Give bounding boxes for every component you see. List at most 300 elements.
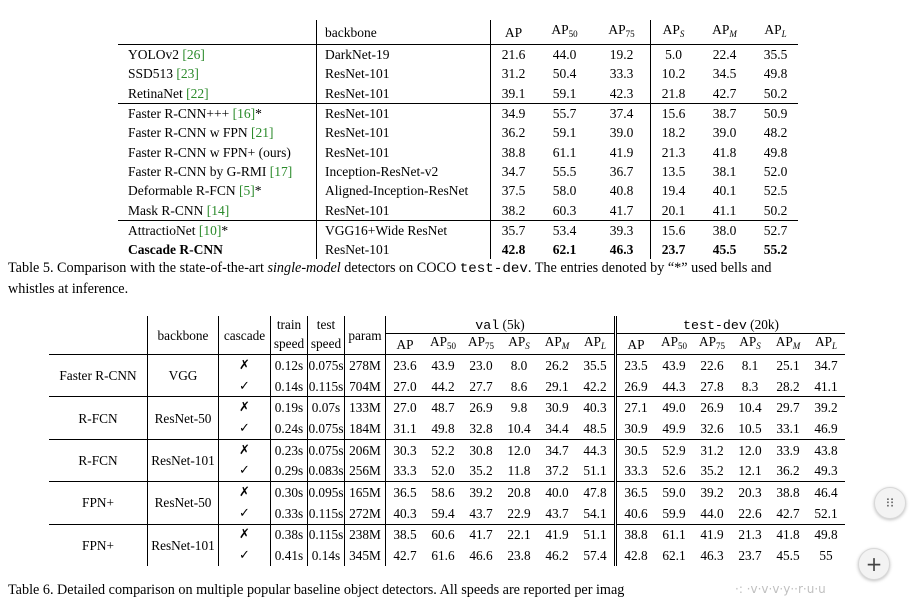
test-dev-metric-cell: 55 (819, 548, 833, 564)
val-metric-cell: 48.7 (424, 397, 462, 418)
table-row (118, 84, 798, 104)
metric-cell: 36.2 (491, 123, 537, 142)
backbone-cell: ResNet-101 (148, 524, 219, 566)
header-aps: $AP_S$ (651, 20, 697, 45)
test-dev-metric-cell: 34.7 (807, 355, 845, 376)
val-metric-cell: 32.8 (469, 420, 493, 436)
metric-cell: 62.1 (552, 242, 577, 258)
metric-cell: 41.7 (609, 202, 634, 218)
test-dev-metric-cell: 40.6 (616, 503, 656, 524)
table-row (118, 162, 798, 181)
header-test: test (308, 316, 345, 334)
metric-cell: 48.2 (763, 125, 788, 141)
td-apm: $AP_M$ (775, 334, 801, 351)
train-speed-cell: 0.30s (271, 482, 308, 503)
metric-cell: 21.8 (651, 84, 697, 104)
val-metric-cell: 34.7 (538, 439, 576, 460)
table-row (118, 220, 798, 240)
metric-cell: 42.8 (491, 240, 537, 259)
test-dev-metric-cell: 32.6 (700, 420, 724, 436)
metric-cell: 13.5 (651, 162, 697, 181)
watermark-text: ·: ·v·v·v·y··r·u·u (735, 582, 826, 596)
val-metric-cell: 11.8 (507, 463, 531, 479)
test-dev-metric-cell: 46.3 (700, 548, 724, 564)
test-dev-metric-cell: 62.1 (662, 548, 686, 564)
method-name: R-FCN (49, 439, 148, 481)
metric-cell: 50.4 (552, 66, 577, 82)
header-apm: $AP_M$ (712, 22, 737, 39)
test-dev-metric-cell: 26.9 (616, 376, 656, 397)
test-dev-metric-cell: 59.0 (655, 482, 693, 503)
param-cell: 133M (345, 397, 386, 418)
val-metric-cell: 59.4 (431, 505, 455, 521)
test-speed-cell: 0.075s (308, 418, 345, 439)
metric-cell: 38.0 (696, 220, 753, 240)
test-dev-metric-cell: 61.1 (655, 524, 693, 545)
method-name: Faster R-CNN w FPN+ (ours) (128, 144, 291, 160)
metric-cell: 59.1 (552, 125, 577, 141)
val-metric-cell: 51.1 (583, 463, 607, 479)
method-name: Deformable R-FCN [5]* (128, 183, 262, 199)
val-metric-cell: 23.8 (507, 548, 531, 564)
test-dev-metric-cell: 49.0 (655, 397, 693, 418)
val-metric-cell: 42.7 (386, 545, 425, 566)
test-dev-metric-cell: 33.9 (769, 439, 807, 460)
val-metric-cell: 46.6 (469, 548, 493, 564)
test-dev-metric-cell: 49.8 (807, 524, 845, 545)
table-6 (49, 316, 845, 566)
test-dev-metric-cell: 33.1 (776, 420, 800, 436)
method-name: FPN+ (49, 524, 148, 566)
table-6-body (49, 316, 845, 566)
test-dev-metric-cell: 30.9 (616, 418, 656, 439)
table-row (118, 45, 798, 65)
method-name: Faster R-CNN+++ [16]* (118, 103, 317, 123)
val-metric-cell: 48.5 (583, 420, 607, 436)
val-metric-cell: 41.9 (538, 524, 576, 545)
test-dev-metric-cell: 8.3 (741, 378, 759, 394)
metric-cell: 38.1 (712, 163, 737, 179)
train-speed-cell: 0.23s (271, 439, 308, 460)
test-dev-metric-cell: 33.3 (616, 460, 656, 481)
test-speed-cell: 0.083s (308, 460, 345, 481)
metric-cell: 23.7 (651, 240, 697, 259)
param-cell: 256M (345, 460, 386, 481)
metric-cell: 53.4 (536, 220, 593, 240)
test-dev-metric-cell: 23.5 (616, 355, 656, 376)
val-metric-cell: 49.8 (431, 420, 455, 436)
metric-cell: 45.5 (712, 242, 737, 258)
metric-cell: 41.8 (712, 144, 737, 160)
header-apl: $AP_L$ (764, 22, 787, 39)
header-backbone: backbone (148, 316, 219, 355)
backbone-cell: ResNet-101 (317, 123, 491, 142)
val-metric-cell: 40.3 (386, 503, 425, 524)
backbone-cell: VGG16+Wide ResNet (317, 220, 491, 240)
test-dev-metric-cell: 46.4 (807, 482, 845, 503)
test-dev-metric-cell: 49.9 (662, 420, 686, 436)
val-metric-cell: 40.3 (576, 397, 616, 418)
test-dev-metric-cell: 22.6 (738, 505, 762, 521)
val-ap75: $AP_{75}$ (468, 334, 494, 351)
val-metric-cell: 30.3 (386, 439, 425, 460)
plus-icon[interactable]: + (858, 548, 890, 580)
metric-cell: 33.3 (609, 66, 634, 82)
backbone-cell: ResNet-50 (148, 397, 219, 439)
table-5-caption-line-2: whistles at inference. (8, 281, 129, 297)
val-metric-cell: 22.1 (500, 524, 538, 545)
metric-cell: 44.0 (536, 45, 593, 65)
cascade-mark: ✓ (219, 460, 271, 481)
metric-cell: 21.6 (491, 45, 537, 65)
header-ap50: $AP_{50}$ (551, 22, 578, 39)
train-speed-cell: 0.24s (271, 418, 308, 439)
param-cell: 206M (345, 439, 386, 460)
header-train: train (271, 316, 308, 334)
test-dev-metric-cell: 10.5 (738, 420, 762, 436)
test-speed-cell: 0.095s (308, 482, 345, 503)
test-dev-metric-cell: 23.7 (738, 548, 762, 564)
test-dev-metric-cell: 43.8 (807, 439, 845, 460)
table-row (118, 103, 798, 123)
param-cell: 272M (345, 503, 386, 524)
metric-cell: 15.6 (651, 103, 697, 123)
metric-cell: 36.7 (609, 163, 634, 179)
metric-cell: 38.8 (491, 142, 537, 161)
metric-cell: 55.2 (763, 242, 788, 258)
metric-cell: 50.2 (763, 85, 788, 101)
test-dev-metric-cell: 42.8 (616, 545, 656, 566)
test-dev-metric-cell: 49.3 (814, 463, 838, 479)
method-name: Faster R-CNN by G-RMI [17] (128, 163, 293, 179)
param-cell: 184M (345, 418, 386, 439)
metric-cell: 42.3 (609, 85, 634, 101)
table-5-caption: Table 5. Comparison with the state-of-the-art single-model detectors on COCO test-dev. The entries denoted by “*” used bells and (8, 260, 772, 277)
test-dev-metric-cell: 41.9 (693, 524, 731, 545)
table-row (118, 142, 798, 161)
metric-cell: 40.1 (712, 183, 737, 199)
param-cell: 278M (345, 355, 386, 376)
table-row (49, 482, 845, 503)
test-dev-metric-cell: 44.0 (700, 505, 724, 521)
metric-cell: 19.2 (593, 45, 651, 65)
param-cell: 345M (345, 545, 386, 566)
val-metric-cell: 34.4 (545, 420, 569, 436)
test-dev-metric-cell: 26.9 (693, 397, 731, 418)
metric-cell: 52.7 (753, 220, 798, 240)
val-metric-cell: 52.0 (431, 463, 455, 479)
val-metric-cell: 20.8 (500, 482, 538, 503)
cascade-mark: ✗ (219, 524, 271, 545)
backbone-cell: ResNet-101 (317, 200, 491, 220)
backbone-cell: ResNet-101 (317, 240, 491, 259)
val-metric-cell: 38.5 (386, 524, 425, 545)
metric-cell: 59.1 (552, 85, 577, 101)
val-metric-cell: 26.2 (538, 355, 576, 376)
table-6-caption: Table 6. Detailed comparison on multiple popular baseline object detectors. All speeds are reported per imag (8, 582, 625, 598)
test-dev-metric-cell: 45.5 (776, 548, 800, 564)
method-name: FPN+ (49, 482, 148, 524)
metric-cell: 49.8 (763, 66, 788, 82)
test-dev-metric-cell: 12.0 (731, 439, 769, 460)
metric-cell: 34.9 (491, 103, 537, 123)
train-speed-cell: 0.41s (271, 545, 308, 566)
val-metric-cell: 33.3 (386, 460, 425, 481)
val-metric-cell: 27.7 (469, 378, 493, 394)
val-metric-cell: 30.8 (462, 439, 500, 460)
val-metric-cell: 31.1 (386, 418, 425, 439)
td-apl: $AP_L$ (814, 334, 837, 351)
cascade-mark: ✓ (219, 418, 271, 439)
val-metric-cell: 27.0 (386, 397, 425, 418)
param-cell: 704M (345, 376, 386, 397)
val-metric-cell: 12.0 (500, 439, 538, 460)
metric-cell: 39.1 (491, 84, 537, 104)
test-dev-metric-cell: 39.2 (693, 482, 731, 503)
val-metric-cell: 35.2 (469, 463, 493, 479)
cascade-mark: ✓ (219, 545, 271, 566)
val-metric-cell: 42.2 (583, 378, 607, 394)
metric-cell: 21.3 (651, 142, 697, 161)
param-cell: 165M (345, 482, 386, 503)
metric-cell: 40.8 (609, 183, 634, 199)
backbone-cell: ResNet-101 (317, 142, 491, 161)
val-metric-cell: 23.6 (386, 355, 425, 376)
val-metric-cell: 58.6 (424, 482, 462, 503)
td-ap75: $AP_{75}$ (699, 334, 725, 351)
td-aps: $AP_S$ (739, 334, 761, 351)
metric-cell: 58.0 (552, 183, 577, 199)
header-train-speed: speed (271, 334, 308, 355)
test-dev-metric-cell: 20.3 (731, 482, 769, 503)
test-speed-cell: 0.07s (308, 397, 345, 418)
metric-cell: 50.2 (763, 202, 788, 218)
method-name: Faster R-CNN (49, 355, 148, 397)
val-metric-cell: 39.2 (462, 482, 500, 503)
metric-cell: 39.0 (712, 125, 737, 141)
val-metric-cell: 43.9 (424, 355, 462, 376)
table-5 (118, 20, 798, 259)
method-name: YOLOv2 [26] (118, 45, 317, 65)
header-test-dev: test-dev (20k) (616, 316, 846, 334)
val-metric-cell: 57.4 (583, 548, 607, 564)
test-dev-metric-cell: 42.7 (776, 505, 800, 521)
cascade-mark: ✓ (219, 376, 271, 397)
backbone-cell: Inception-ResNet-v2 (317, 162, 491, 181)
train-speed-cell: 0.12s (271, 355, 308, 376)
expand-icon[interactable]: ⁝⁝ (874, 487, 906, 519)
metric-cell: 61.1 (552, 144, 577, 160)
val-metric-cell: 40.0 (538, 482, 576, 503)
val-metric-cell: 60.6 (424, 524, 462, 545)
val-metric-cell: 8.6 (510, 378, 528, 394)
td-ap: AP (616, 334, 656, 355)
table-row (118, 64, 798, 83)
table-row (118, 181, 798, 200)
test-dev-metric-cell: 27.1 (616, 397, 656, 418)
metric-cell: 41.9 (609, 144, 634, 160)
cascade-mark: ✗ (219, 439, 271, 460)
val-metric-cell: 27.0 (386, 376, 425, 397)
metric-cell: 34.7 (491, 162, 537, 181)
test-dev-metric-cell: 22.6 (693, 355, 731, 376)
test-dev-metric-cell: 27.8 (700, 378, 724, 394)
cascade-mark: ✓ (219, 503, 271, 524)
metric-cell: 18.2 (651, 123, 697, 142)
metric-cell: 34.5 (712, 66, 737, 82)
method-name: AttractioNet [10]* (118, 220, 317, 240)
metric-cell: 42.7 (712, 85, 737, 101)
val-metric-cell: 46.2 (545, 548, 569, 564)
val-metric-cell: 37.2 (545, 463, 569, 479)
method-name: Mask R-CNN [14] (128, 202, 230, 218)
val-metric-cell: 54.1 (583, 505, 607, 521)
metric-cell: 37.4 (593, 103, 651, 123)
metric-cell: 19.4 (651, 181, 697, 200)
metric-cell: 39.0 (609, 125, 634, 141)
test-dev-metric-cell: 36.5 (616, 482, 656, 503)
table-row (49, 355, 845, 376)
test-dev-metric-cell: 39.2 (807, 397, 845, 418)
val-metric-cell: 36.5 (386, 482, 425, 503)
val-metric-cell: 8.0 (500, 355, 538, 376)
table-5-header-row (118, 20, 798, 45)
test-dev-metric-cell: 8.1 (731, 355, 769, 376)
metric-cell: 38.2 (491, 200, 537, 220)
metric-cell: 5.0 (651, 45, 697, 65)
val-metric-cell: 23.0 (462, 355, 500, 376)
method-name: RetinaNet [22] (128, 85, 209, 101)
metric-cell: 35.7 (491, 220, 537, 240)
val-metric-cell: 29.1 (545, 378, 569, 394)
header-ap75: $AP_{75}$ (608, 22, 635, 39)
header-method (118, 20, 317, 45)
val-metric-cell: 26.9 (462, 397, 500, 418)
cascade-mark: ✗ (219, 482, 271, 503)
test-dev-metric-cell: 10.4 (731, 397, 769, 418)
metric-cell: 38.7 (696, 103, 753, 123)
metric-cell: 15.6 (651, 220, 697, 240)
table-6-header-row-1 (49, 316, 845, 334)
val-metric-cell: 43.7 (469, 505, 493, 521)
val-metric-cell: 44.2 (431, 378, 455, 394)
table-row (49, 397, 845, 418)
val-ap: AP (386, 334, 425, 355)
backbone-cell: DarkNet-19 (317, 45, 491, 65)
header-cascade: cascade (219, 316, 271, 355)
val-metric-cell: 10.4 (507, 420, 531, 436)
test-speed-cell: 0.115s (308, 524, 345, 545)
test-dev-metric-cell: 29.7 (769, 397, 807, 418)
table-row (118, 200, 798, 220)
metric-cell: 31.2 (491, 64, 537, 83)
metric-cell: 55.5 (552, 163, 577, 179)
td-ap50: $AP_{50}$ (661, 334, 687, 351)
test-dev-metric-cell: 31.2 (693, 439, 731, 460)
val-aps: $AP_S$ (508, 334, 530, 351)
method-name: R-FCN (49, 397, 148, 439)
table-row (49, 439, 845, 460)
test-dev-metric-cell: 35.2 (700, 463, 724, 479)
test-dev-metric-cell: 52.9 (655, 439, 693, 460)
metric-cell: 52.0 (763, 163, 788, 179)
header-backbone: backbone (317, 20, 491, 45)
val-metric-cell: 52.2 (424, 439, 462, 460)
backbone-cell: ResNet-101 (317, 103, 491, 123)
metric-cell: 22.4 (696, 45, 753, 65)
metric-cell: 49.8 (763, 144, 788, 160)
test-dev-metric-cell: 41.8 (769, 524, 807, 545)
backbone-cell: ResNet-101 (148, 439, 219, 481)
header-ap: AP (491, 20, 537, 45)
test-dev-metric-cell: 59.9 (662, 505, 686, 521)
val-apl: $AP_L$ (583, 334, 606, 351)
backbone-cell: Aligned-Inception-ResNet (317, 181, 491, 200)
backbone-cell: VGG (148, 355, 219, 397)
train-speed-cell: 0.33s (271, 503, 308, 524)
cascade-mark: ✗ (219, 355, 271, 376)
test-dev-metric-cell: 30.5 (616, 439, 656, 460)
val-metric-cell: 44.3 (576, 439, 616, 460)
table-row (118, 240, 798, 259)
metric-cell: 60.3 (552, 202, 577, 218)
test-dev-metric-cell: 21.3 (731, 524, 769, 545)
backbone-cell: ResNet-101 (317, 64, 491, 83)
val-metric-cell: 47.8 (576, 482, 616, 503)
val-metric-cell: 41.7 (462, 524, 500, 545)
metric-cell: 37.5 (491, 181, 537, 200)
test-speed-cell: 0.075s (308, 439, 345, 460)
test-dev-metric-cell: 12.1 (738, 463, 762, 479)
test-speed-cell: 0.14s (308, 545, 345, 566)
metric-cell: 52.5 (763, 183, 788, 199)
backbone-cell: ResNet-101 (317, 84, 491, 104)
table-row (118, 123, 798, 142)
metric-cell: 20.1 (651, 200, 697, 220)
method-name: Cascade R-CNN (128, 242, 223, 258)
table-5-body (118, 45, 798, 260)
test-speed-cell: 0.115s (308, 503, 345, 524)
test-dev-metric-cell: 25.1 (769, 355, 807, 376)
metric-cell: 39.3 (593, 220, 651, 240)
val-metric-cell: 30.9 (538, 397, 576, 418)
test-dev-metric-cell: 38.8 (616, 524, 656, 545)
val-metric-cell: 35.5 (576, 355, 616, 376)
val-metric-cell: 9.8 (500, 397, 538, 418)
test-dev-metric-cell: 38.8 (769, 482, 807, 503)
param-cell: 238M (345, 524, 386, 545)
table-row (49, 524, 845, 545)
header-test-speed: speed (308, 334, 345, 355)
metric-cell: 46.3 (609, 242, 634, 258)
backbone-cell: ResNet-50 (148, 482, 219, 524)
val-metric-cell: 22.9 (507, 505, 531, 521)
header-val: val (5k) (386, 316, 616, 334)
method-name: SSD513 [23] (128, 66, 199, 82)
val-metric-cell: 51.1 (576, 524, 616, 545)
metric-cell: 41.1 (712, 202, 737, 218)
metric-cell: 35.5 (753, 45, 798, 65)
test-dev-metric-cell: 52.1 (814, 505, 838, 521)
test-speed-cell: 0.115s (308, 376, 345, 397)
header-param: param (345, 316, 386, 355)
val-ap50: $AP_{50}$ (430, 334, 456, 351)
test-dev-metric-cell: 46.9 (814, 420, 838, 436)
method-name: Faster R-CNN w FPN [21] (128, 125, 274, 141)
metric-cell: 55.7 (536, 103, 593, 123)
val-metric-cell: 61.6 (431, 548, 455, 564)
test-dev-metric-cell: 41.1 (814, 378, 838, 394)
